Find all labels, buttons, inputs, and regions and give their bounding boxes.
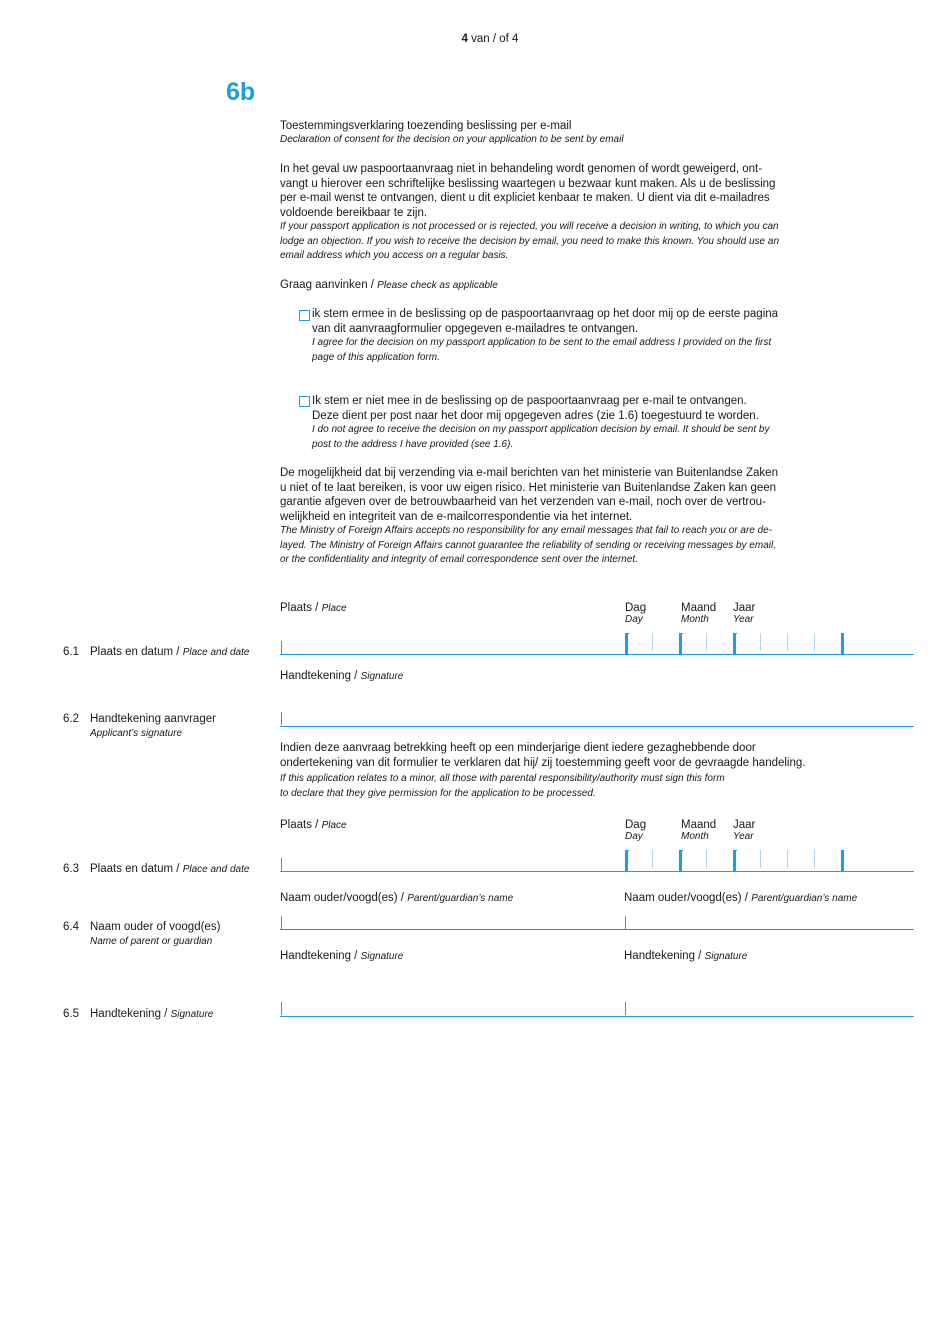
date-digit-tick — [760, 633, 761, 651]
date-digit-tick — [733, 633, 736, 654]
disclaimer-en-2: layed. The Ministry of Foreign Affairs cannot guarantee the reliability of sending or receiving messages by email, — [280, 539, 776, 551]
date-digit-tick — [706, 850, 707, 868]
year-label-1: Jaar Year — [733, 602, 756, 625]
disclaimer-nl-1: De mogelijkheid dat bij verzending via e-mail berichten van het ministerie van Buitenlandse Zaken — [280, 467, 778, 479]
minor-note-nl-2: ondertekening van dit formulier te verklaren dat hij/ zij toestemming geeft voor de gevraagde handeling. — [280, 756, 806, 769]
date-digit-tick — [814, 850, 815, 868]
intro-body-en-2: lodge an objection. If you wish to receive the decision by email, you need to make this known. You should use an — [280, 235, 780, 247]
signature-label-1: Handtekening / Signature — [280, 670, 404, 682]
intro-title-en: Declaration of consent for the decision on your application to be sent by email — [280, 133, 624, 145]
day-label-2: Dag Day — [625, 819, 647, 842]
option-agree-nl-1: ik stem ermee in de beslissing op de paspoortaanvraag op het door mij op de eerste pagina — [312, 308, 779, 320]
date-segment-serif — [625, 633, 629, 634]
minor-note — [280, 741, 840, 801]
place-date-field-2[interactable] — [280, 871, 914, 872]
date-digit-tick — [652, 850, 653, 868]
date-segment-serif — [733, 850, 737, 851]
row-6-3-label: 6.3 Plaats en datum / Place and date — [63, 863, 250, 875]
option-agree-text — [312, 307, 802, 365]
parent-signature-field-2-marker — [625, 1002, 626, 1015]
row-6-5-label: 6.5 Handtekening / Signature — [63, 1008, 214, 1020]
option-agree-checkbox[interactable] — [299, 310, 310, 321]
parent-name-label-1: Naam ouder/voogd(es) / Parent/guardian’s name — [280, 892, 514, 904]
date-segment-serif — [679, 633, 683, 634]
option-agree-en-1: I agree for the decision on my passport application to be sent to the email address I provided on the first — [312, 337, 772, 348]
row-6-4-label: 6.4 Naam ouder of voogd(es) Name of parent or guardian — [63, 921, 221, 947]
row-6-1-label: 6.1 Plaats en datum / Place and date — [63, 646, 250, 658]
check-instruction: Graag aanvinken / Please check as applicable — [280, 279, 498, 291]
option-disagree-en-2: post to the address I have provided (see 1.6). — [312, 438, 514, 450]
place-date-field-1[interactable] — [280, 654, 914, 655]
intro-body — [280, 162, 800, 264]
place-label-2: Plaats / Place — [280, 819, 347, 831]
date-digit-tick — [679, 850, 682, 871]
minor-note-en-2: to declare that they give permission for the application to be processed. — [280, 787, 596, 799]
date-digit-tick — [841, 633, 844, 654]
row-6-2-label: 6.2 Handtekening aanvrager Applicant’s signature — [63, 713, 216, 739]
option-disagree-text — [312, 394, 802, 452]
option-disagree-nl-1: Ik stem er niet mee in de beslissing op de paspoortaanvraag per e-mail te ontvangen. — [312, 395, 747, 407]
disclaimer — [280, 466, 800, 568]
year-label-2: Jaar Year — [733, 819, 756, 842]
intro-body-nl-1: In het geval uw paspoortaanvraag niet in behandeling wordt genomen of wordt geweigerd, ont- — [280, 163, 763, 175]
date-digit-tick — [625, 850, 628, 871]
option-disagree-en-1: I do not agree to receive the decision on my passport application decision by email. It should be sent by — [312, 424, 770, 435]
day-label-1: Dag Day — [625, 602, 647, 625]
signature-field-1-marker — [281, 712, 282, 725]
intro-body-nl-3: per e-mail wenst te ontvangen, dient u dit expliciet kenbaar te maken. U dient via dit e-mailadres — [280, 192, 770, 204]
intro-body-en-3: email address which you access on a regular basis. — [280, 250, 509, 261]
applicant-signature-field[interactable] — [280, 726, 914, 727]
place-label-1: Plaats / Place — [280, 602, 347, 614]
place-field-2-marker — [281, 858, 282, 871]
intro-body-nl-4: voldoende bereikbaar te zijn. — [280, 206, 428, 219]
section-number: 6b — [226, 78, 256, 106]
date-segment-serif — [625, 850, 629, 851]
date-digit-tick — [787, 633, 788, 651]
parent-name-field-2-marker — [625, 916, 626, 929]
parent-name-label-2: Naam ouder/voogd(es) / Parent/guardian’s name — [624, 892, 858, 904]
option-disagree-nl-2: Deze dient per post naar het door mij opgegeven adres (zie 1.6) toegestuurd te worden. — [312, 409, 759, 422]
date-digit-tick — [679, 633, 682, 654]
date-digit-tick — [814, 633, 815, 651]
intro-block — [280, 119, 800, 147]
option-disagree-checkbox[interactable] — [299, 396, 310, 407]
disclaimer-nl-2: u niet of te laat bereiken, is voor uw eigen risico. Het ministerie van Buitenlandse Zaken kan geen — [280, 481, 777, 494]
date-segment-serif — [733, 633, 737, 634]
date-digit-tick — [787, 850, 788, 868]
intro-body-en-1: If your passport application is not processed or is rejected, you will receive a decision in writing, to which you can — [280, 221, 779, 232]
parent-name-field[interactable] — [280, 929, 914, 930]
date-digit-tick — [625, 633, 628, 654]
parent-name-field-1-marker — [281, 916, 282, 929]
parent-signature-field[interactable] — [280, 1016, 914, 1017]
date-digit-tick — [841, 850, 844, 871]
parent-signature-field-1-marker — [281, 1002, 282, 1015]
date-segment-serif — [679, 850, 683, 851]
date-digit-tick — [706, 633, 707, 651]
parent-signature-label-1: Handtekening / Signature — [280, 950, 404, 962]
date-digit-tick — [652, 633, 653, 651]
date-digit-tick — [733, 850, 736, 871]
page-number: 4 van / of 4 — [461, 33, 519, 45]
disclaimer-nl-4: welijkheid en integriteit van de e-mailcorrespondentie via het internet. — [280, 510, 633, 523]
date-digit-tick — [760, 850, 761, 868]
option-agree-nl-2: van dit aanvraagformulier opgegeven e-mailadres te ontvangen. — [312, 322, 639, 335]
disclaimer-en-1: The Ministry of Foreign Affairs accepts no responsibility for any email messages that fail to reach you or are de- — [280, 525, 773, 536]
disclaimer-nl-3: garantie afgeven over de betrouwbaarheid van het verzenden van e-mail, noch over de vertrou- — [280, 496, 766, 508]
place-field-1-marker — [281, 641, 282, 654]
intro-title-nl: Toestemmingsverklaring toezending beslissing per e-mail — [280, 120, 572, 132]
minor-note-en-1: If this application relates to a minor, all those with parental responsibility/authority must sign this form — [280, 773, 725, 784]
intro-body-nl-2: vangt u hierover een schriftelijke beslissing waartegen u bezwaar kunt maken. Als u de beslissing — [280, 177, 776, 190]
parent-signature-label-2: Handtekening / Signature — [624, 950, 748, 962]
minor-note-nl-1: Indien deze aanvraag betrekking heeft op een minderjarige dient iedere gezaghebbende door — [280, 742, 756, 754]
month-label-1: Maand Month — [681, 602, 717, 625]
month-label-2: Maand Month — [681, 819, 717, 842]
option-agree-en-2: page of this application form. — [312, 351, 440, 363]
disclaimer-en-3: or the confidentiality and integrity of email correspondence sent over the internet. — [280, 554, 638, 565]
